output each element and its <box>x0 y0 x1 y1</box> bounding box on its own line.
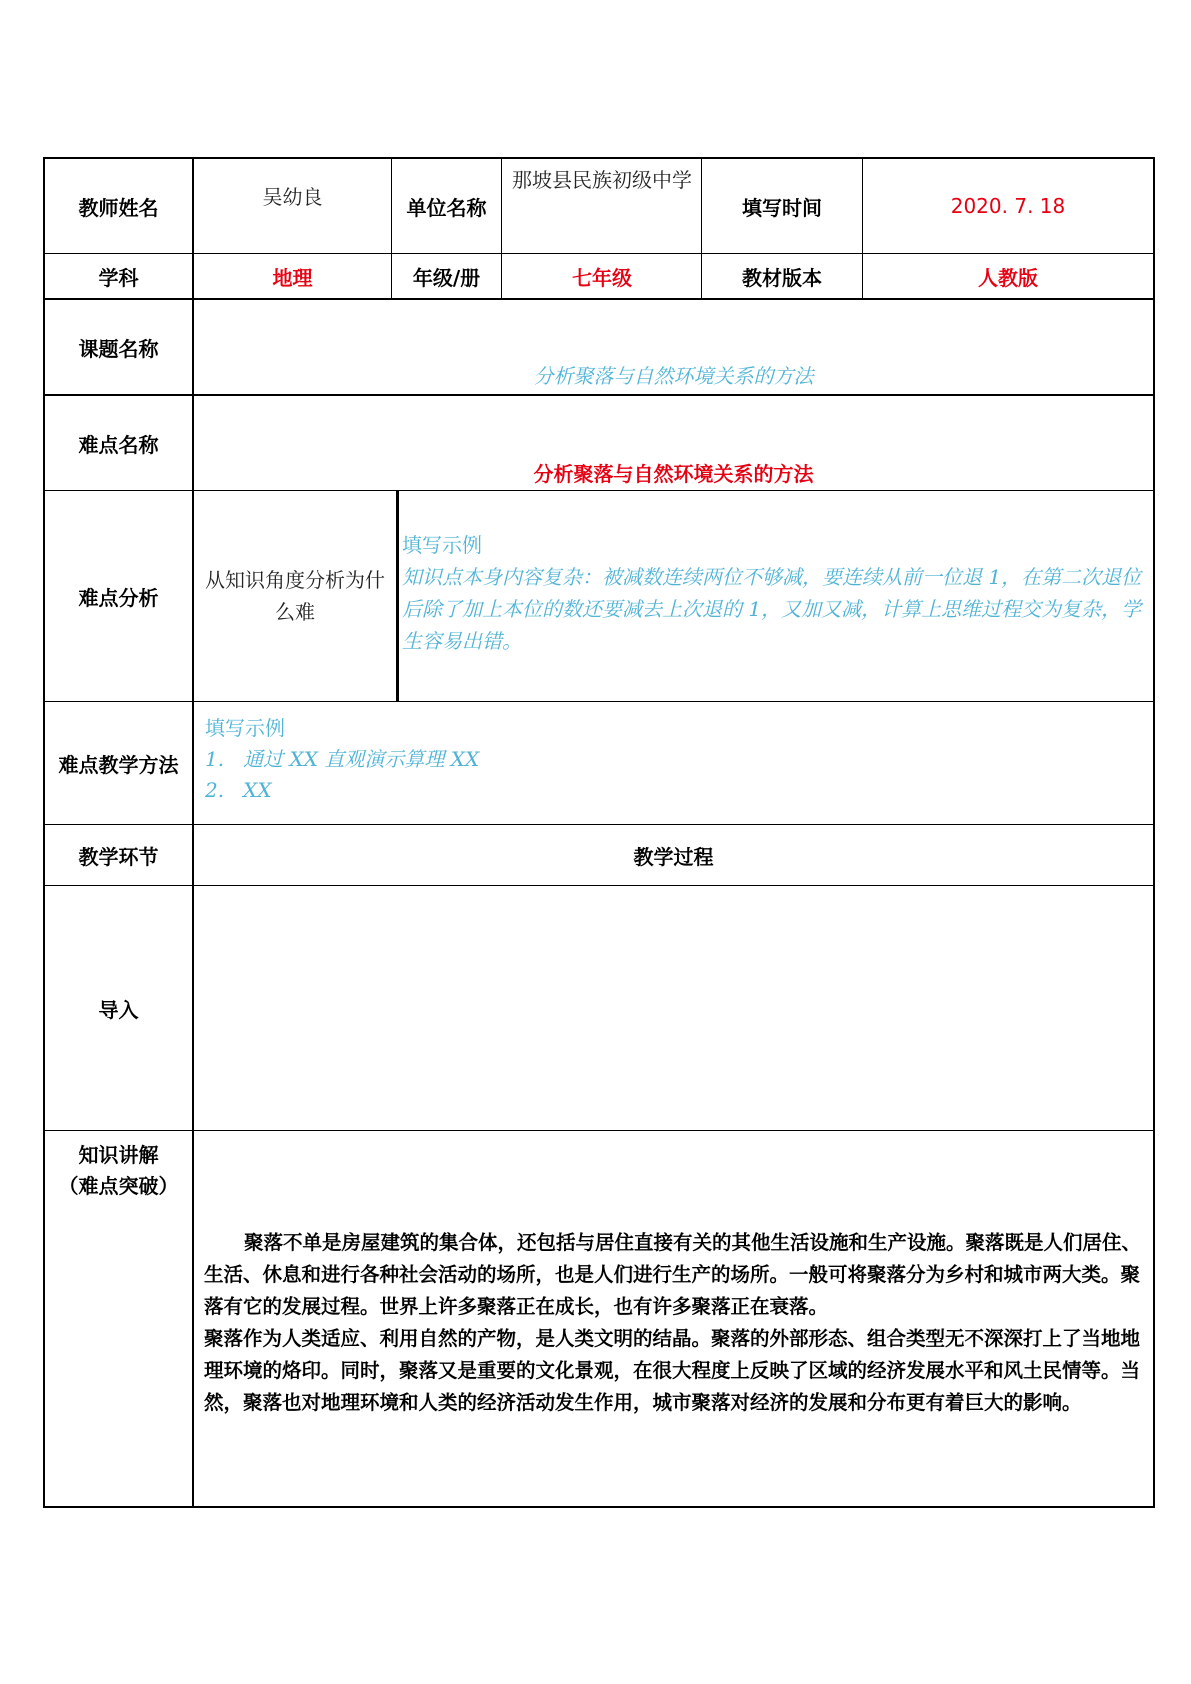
teaching-process-label: 教学过程 <box>633 844 714 869</box>
method-example-title: 填写示例 <box>205 716 285 740</box>
knowledge-content <box>204 1227 1146 1419</box>
analysis-example-title: 填写示例 <box>402 533 482 557</box>
edition-value: 人教版 <box>978 265 1038 290</box>
teacher-name-label: 教师姓名 <box>78 195 159 220</box>
subject-label: 学科 <box>98 265 139 290</box>
knowledge-label-line2: （难点突破） <box>58 1174 179 1198</box>
difficulty-value: 分析聚落与自然环境关系的方法 <box>533 462 814 486</box>
analysis-label: 难点分析 <box>78 585 159 610</box>
knowledge-paragraph-2: 聚落作为人类适应、利用自然的产物，是人类文明的结晶。聚落的外部形态、组合类型无不深深打上了当地地理环境的烙印。同时，聚落又是重要的文化景观，在很大程度上反映了区域的经济发展水平和风土民情等。当然，聚落也对地理环境和人类的经济活动发生作用，城市聚落对经济的发展和分布更有着巨大的影响。 <box>204 1327 1141 1414</box>
rule-intro <box>43 1130 1155 1131</box>
analysis-example-text: 知识点本身内容复杂：被减数连续两位不够减，要连续从前一位退 1，在第二次退位后除了加上本位的数还要减去上次退的 1，又加又减，计算上思维过程交为复杂，学生容易出错。 <box>402 565 1142 653</box>
topic-value: 分析聚落与自然环境关系的方法 <box>533 364 814 388</box>
rule-col3 <box>501 157 502 299</box>
knowledge-label <box>45 1140 192 1202</box>
grade-label: 年级/册 <box>412 265 481 290</box>
lesson-plan-table <box>43 157 1155 1508</box>
fill-time-value: 2020. 7. 18 <box>950 194 1066 218</box>
topic-label: 课题名称 <box>78 336 159 361</box>
analysis-sub-label: 从知识角度分析为什么难 <box>205 568 385 624</box>
method-label: 难点教学方法 <box>58 752 179 777</box>
knowledge-label-line1: 知识讲解 <box>78 1143 159 1167</box>
analysis-example <box>402 529 1150 657</box>
rule-right <box>1153 157 1155 1508</box>
subject-value: 地理 <box>272 265 313 290</box>
unit-name-label: 单位名称 <box>406 195 487 220</box>
method-example <box>205 713 1145 806</box>
grade-value: 七年级 <box>572 265 632 290</box>
difficulty-label: 难点名称 <box>78 432 159 457</box>
method-item-1: 1. 通过 XX 直观演示算理 XX <box>205 747 480 771</box>
intro-label: 导入 <box>98 997 139 1022</box>
method-item-2: 2. XX <box>205 778 272 802</box>
teacher-name-value: 吴幼良 <box>262 185 323 209</box>
intro-content <box>194 886 1153 1130</box>
knowledge-paragraph-1: 聚落不单是房屋建筑的集合体，还包括与居住直接有关的其他生活设施和生产设施。聚落既是人们居住、生活、休息和进行各种社会活动的场所，也是人们进行生产的场所。一般可将聚落分为乡村和城市两大类。聚落有它的发展过程。世界上许多聚落正在成长，也有许多聚落正在衰落。 <box>204 1231 1142 1318</box>
edition-label: 教材版本 <box>742 265 822 290</box>
fill-time-label: 填写时间 <box>742 195 822 220</box>
teaching-stage-label: 教学环节 <box>78 844 159 869</box>
rule-analysis <box>43 701 1155 702</box>
unit-name-value: 那坡县民族初级中学 <box>512 168 692 192</box>
rule-bottom <box>43 1506 1155 1508</box>
rule-analysis-split <box>396 491 399 702</box>
